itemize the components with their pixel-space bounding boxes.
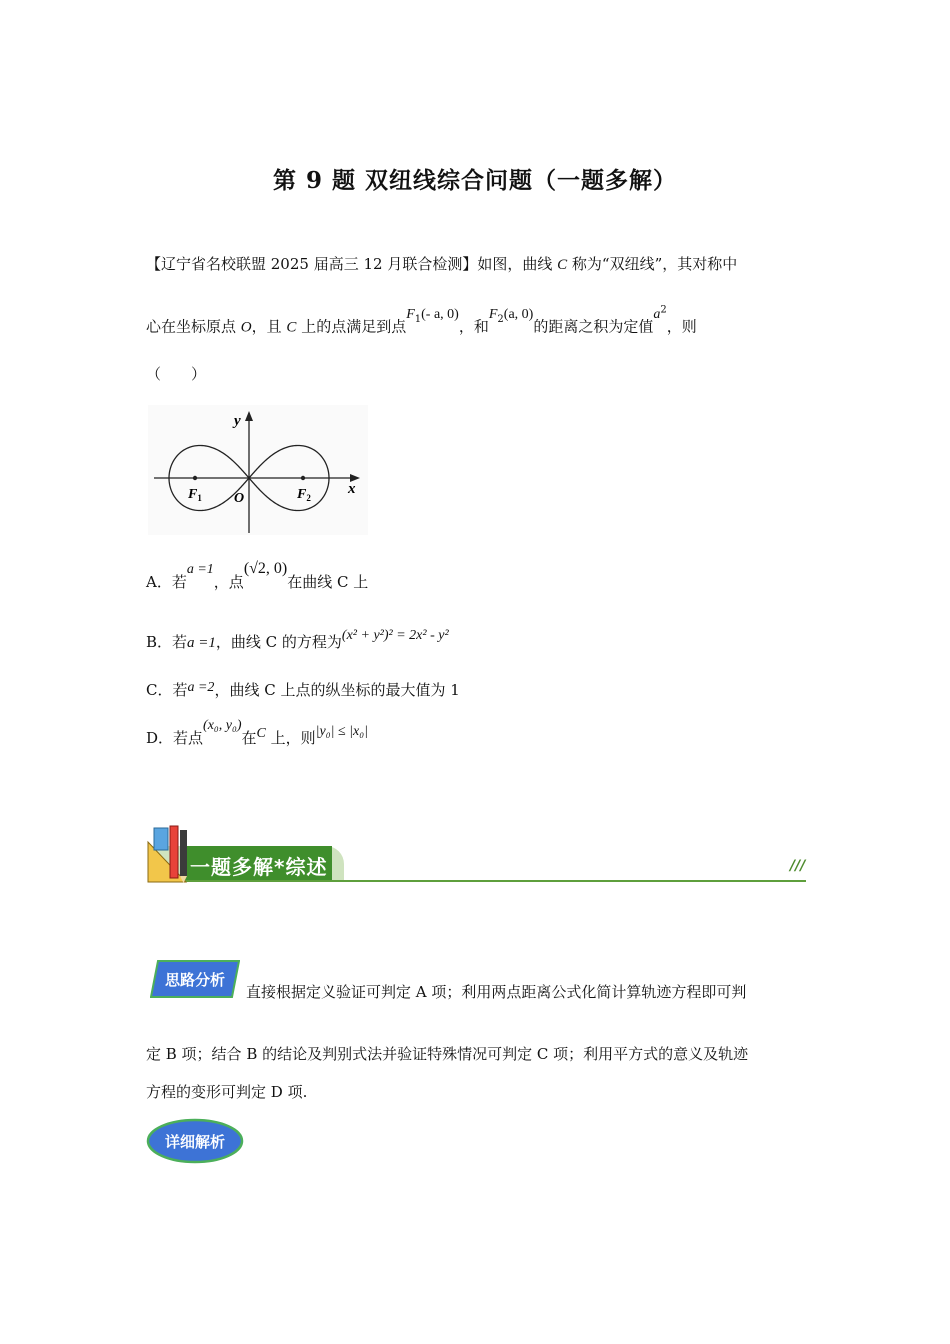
point-f1: $F_1(-$ a, 0): [406, 306, 459, 325]
stationery-icon: [146, 822, 196, 884]
option-d: D．若点(x₀, y₀)在C 上，则|y₀| ≤ |x₀|: [146, 718, 368, 747]
option-c: C．若a =2，曲线 C 上点的纵坐标的最大值为 1: [146, 680, 460, 699]
banner-label: 一题多解*综述: [190, 855, 328, 879]
const-a-squared: $a^2$: [653, 304, 667, 322]
option-a: A．若a =1，点(√2, 0)在曲线 C 上: [146, 560, 369, 591]
analysis-line-1: 直接根据定义验证可判定 A 项；利用两点距离公式化简计算轨迹方程即可判: [246, 983, 747, 1001]
x-axis-label: x: [348, 481, 356, 497]
problem-line-1: 【辽宁省名校联盟 2025 届高三 12 月联合检测】如图，曲线 C 称为“双纽线”，其对称中: [146, 255, 738, 273]
analysis-tag-label: 思路分析: [164, 971, 226, 989]
f1-point: [193, 476, 197, 480]
f2-point: [301, 476, 305, 480]
option-b: B．若a =1，曲线 C 的方程为(x² + y²)² = 2x² - y²: [146, 628, 449, 651]
f1-label: $F_1$: [188, 487, 202, 503]
lemniscate-figure: [148, 405, 368, 535]
detail-tag-label: 详细解析: [164, 1133, 226, 1151]
analysis-tag: [150, 960, 240, 998]
problem-line-2: 心在坐标原点 O，且 C 上的点满足到点$F_1(-$ a, 0)，和$F_2(a$, 0)的距离之积为定值$a^2$，则: [146, 304, 697, 336]
analysis-line-3: 方程的变形可判定 D 项.: [146, 1083, 308, 1101]
answer-blank: （ ）: [146, 365, 207, 383]
page-title: 第 9 题 双纽线综合问题（一题多解）: [272, 167, 678, 194]
banner-rule: [148, 880, 806, 882]
detail-tag: [146, 1118, 244, 1164]
point-f2: $F_2(a$, 0): [488, 306, 534, 325]
analysis-line-2: 定 B 项；结合 B 的结论及判别式法并验证特殊情况可判定 C 项；利用平方式的意义及轨迹: [146, 1045, 749, 1063]
origin-label: O: [234, 491, 245, 506]
banner-slash: ///: [790, 858, 806, 874]
figure-background: [148, 405, 368, 535]
problem-source: 【辽宁省名校联盟 2025 届高三 12 月联合检测】: [146, 255, 478, 273]
y-axis-label: y: [234, 413, 241, 429]
f2-label: $F_2$: [297, 487, 311, 503]
